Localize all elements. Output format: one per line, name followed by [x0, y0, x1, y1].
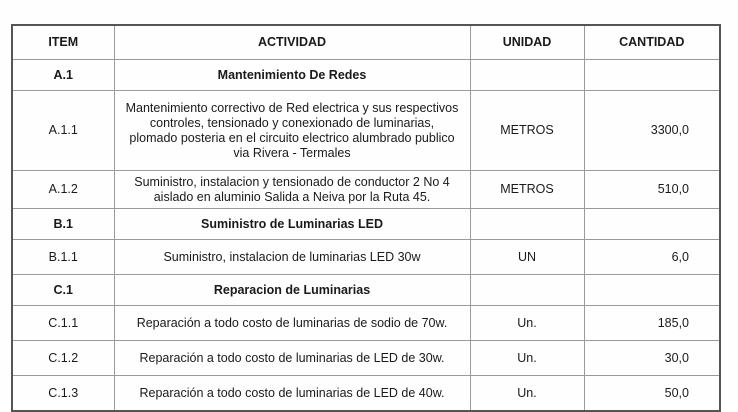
activity-description: Reparación a todo costo de luminarias de LED de 30w.	[114, 341, 470, 376]
header-actividad: ACTIVIDAD	[114, 25, 470, 60]
header-row	[12, 25, 720, 60]
quantity-cell: 510,0	[584, 171, 720, 209]
item-code: A.1	[12, 60, 114, 91]
activity-description: Suministro, instalacion y tensionado de conductor 2 No 4 aislado en aluminio Salida a Neiva por la Ruta 45.	[114, 171, 470, 209]
quantity-cell: 6,0	[584, 240, 720, 275]
section-row-c1	[12, 275, 720, 306]
quantity-cell: 30,0	[584, 341, 720, 376]
table-row	[12, 341, 720, 376]
unit-cell: Un.	[470, 306, 584, 341]
unit-cell: Un.	[470, 376, 584, 412]
item-code: A.1.1	[12, 91, 114, 171]
item-code: C.1	[12, 275, 114, 306]
section-title: Suministro de Luminarias LED	[114, 209, 470, 240]
header-item: ITEM	[12, 25, 114, 60]
activity-description: Mantenimiento correctivo de Red electrica y sus respectivos controles, tensionado y conexionado de luminarias, plomado posteria en el circuito electrico alumbrado publico via Rivera - Termales	[114, 91, 470, 171]
activity-description: Reparación a todo costo de luminarias de LED de 40w.	[114, 376, 470, 412]
item-code: B.1.1	[12, 240, 114, 275]
table-row	[12, 91, 720, 171]
item-code: C.1.1	[12, 306, 114, 341]
table-row	[12, 240, 720, 275]
activities-table	[11, 24, 721, 412]
item-code: C.1.3	[12, 376, 114, 412]
quantity-cell	[584, 275, 720, 306]
table-row	[12, 376, 720, 412]
table-row	[12, 306, 720, 341]
header-cantidad: CANTIDAD	[584, 25, 720, 60]
header-unidad: UNIDAD	[470, 25, 584, 60]
section-row-b1	[12, 209, 720, 240]
quantity-cell	[584, 60, 720, 91]
section-title: Reparacion de Luminarias	[114, 275, 470, 306]
unit-cell	[470, 275, 584, 306]
unit-cell: METROS	[470, 171, 584, 209]
item-code: B.1	[12, 209, 114, 240]
unit-cell	[470, 209, 584, 240]
item-code: A.1.2	[12, 171, 114, 209]
activity-description: Suministro, instalacion de luminarias LED 30w	[114, 240, 470, 275]
section-row-a1	[12, 60, 720, 91]
unit-cell: METROS	[470, 91, 584, 171]
item-code: C.1.2	[12, 341, 114, 376]
unit-cell: Un.	[470, 341, 584, 376]
quantity-cell: 50,0	[584, 376, 720, 412]
quantity-cell	[584, 209, 720, 240]
activity-description: Reparación a todo costo de luminarias de sodio de 70w.	[114, 306, 470, 341]
quantity-cell: 3300,0	[584, 91, 720, 171]
unit-cell: UN	[470, 240, 584, 275]
unit-cell	[470, 60, 584, 91]
quantity-cell: 185,0	[584, 306, 720, 341]
section-title: Mantenimiento De Redes	[114, 60, 470, 91]
table-row	[12, 171, 720, 209]
